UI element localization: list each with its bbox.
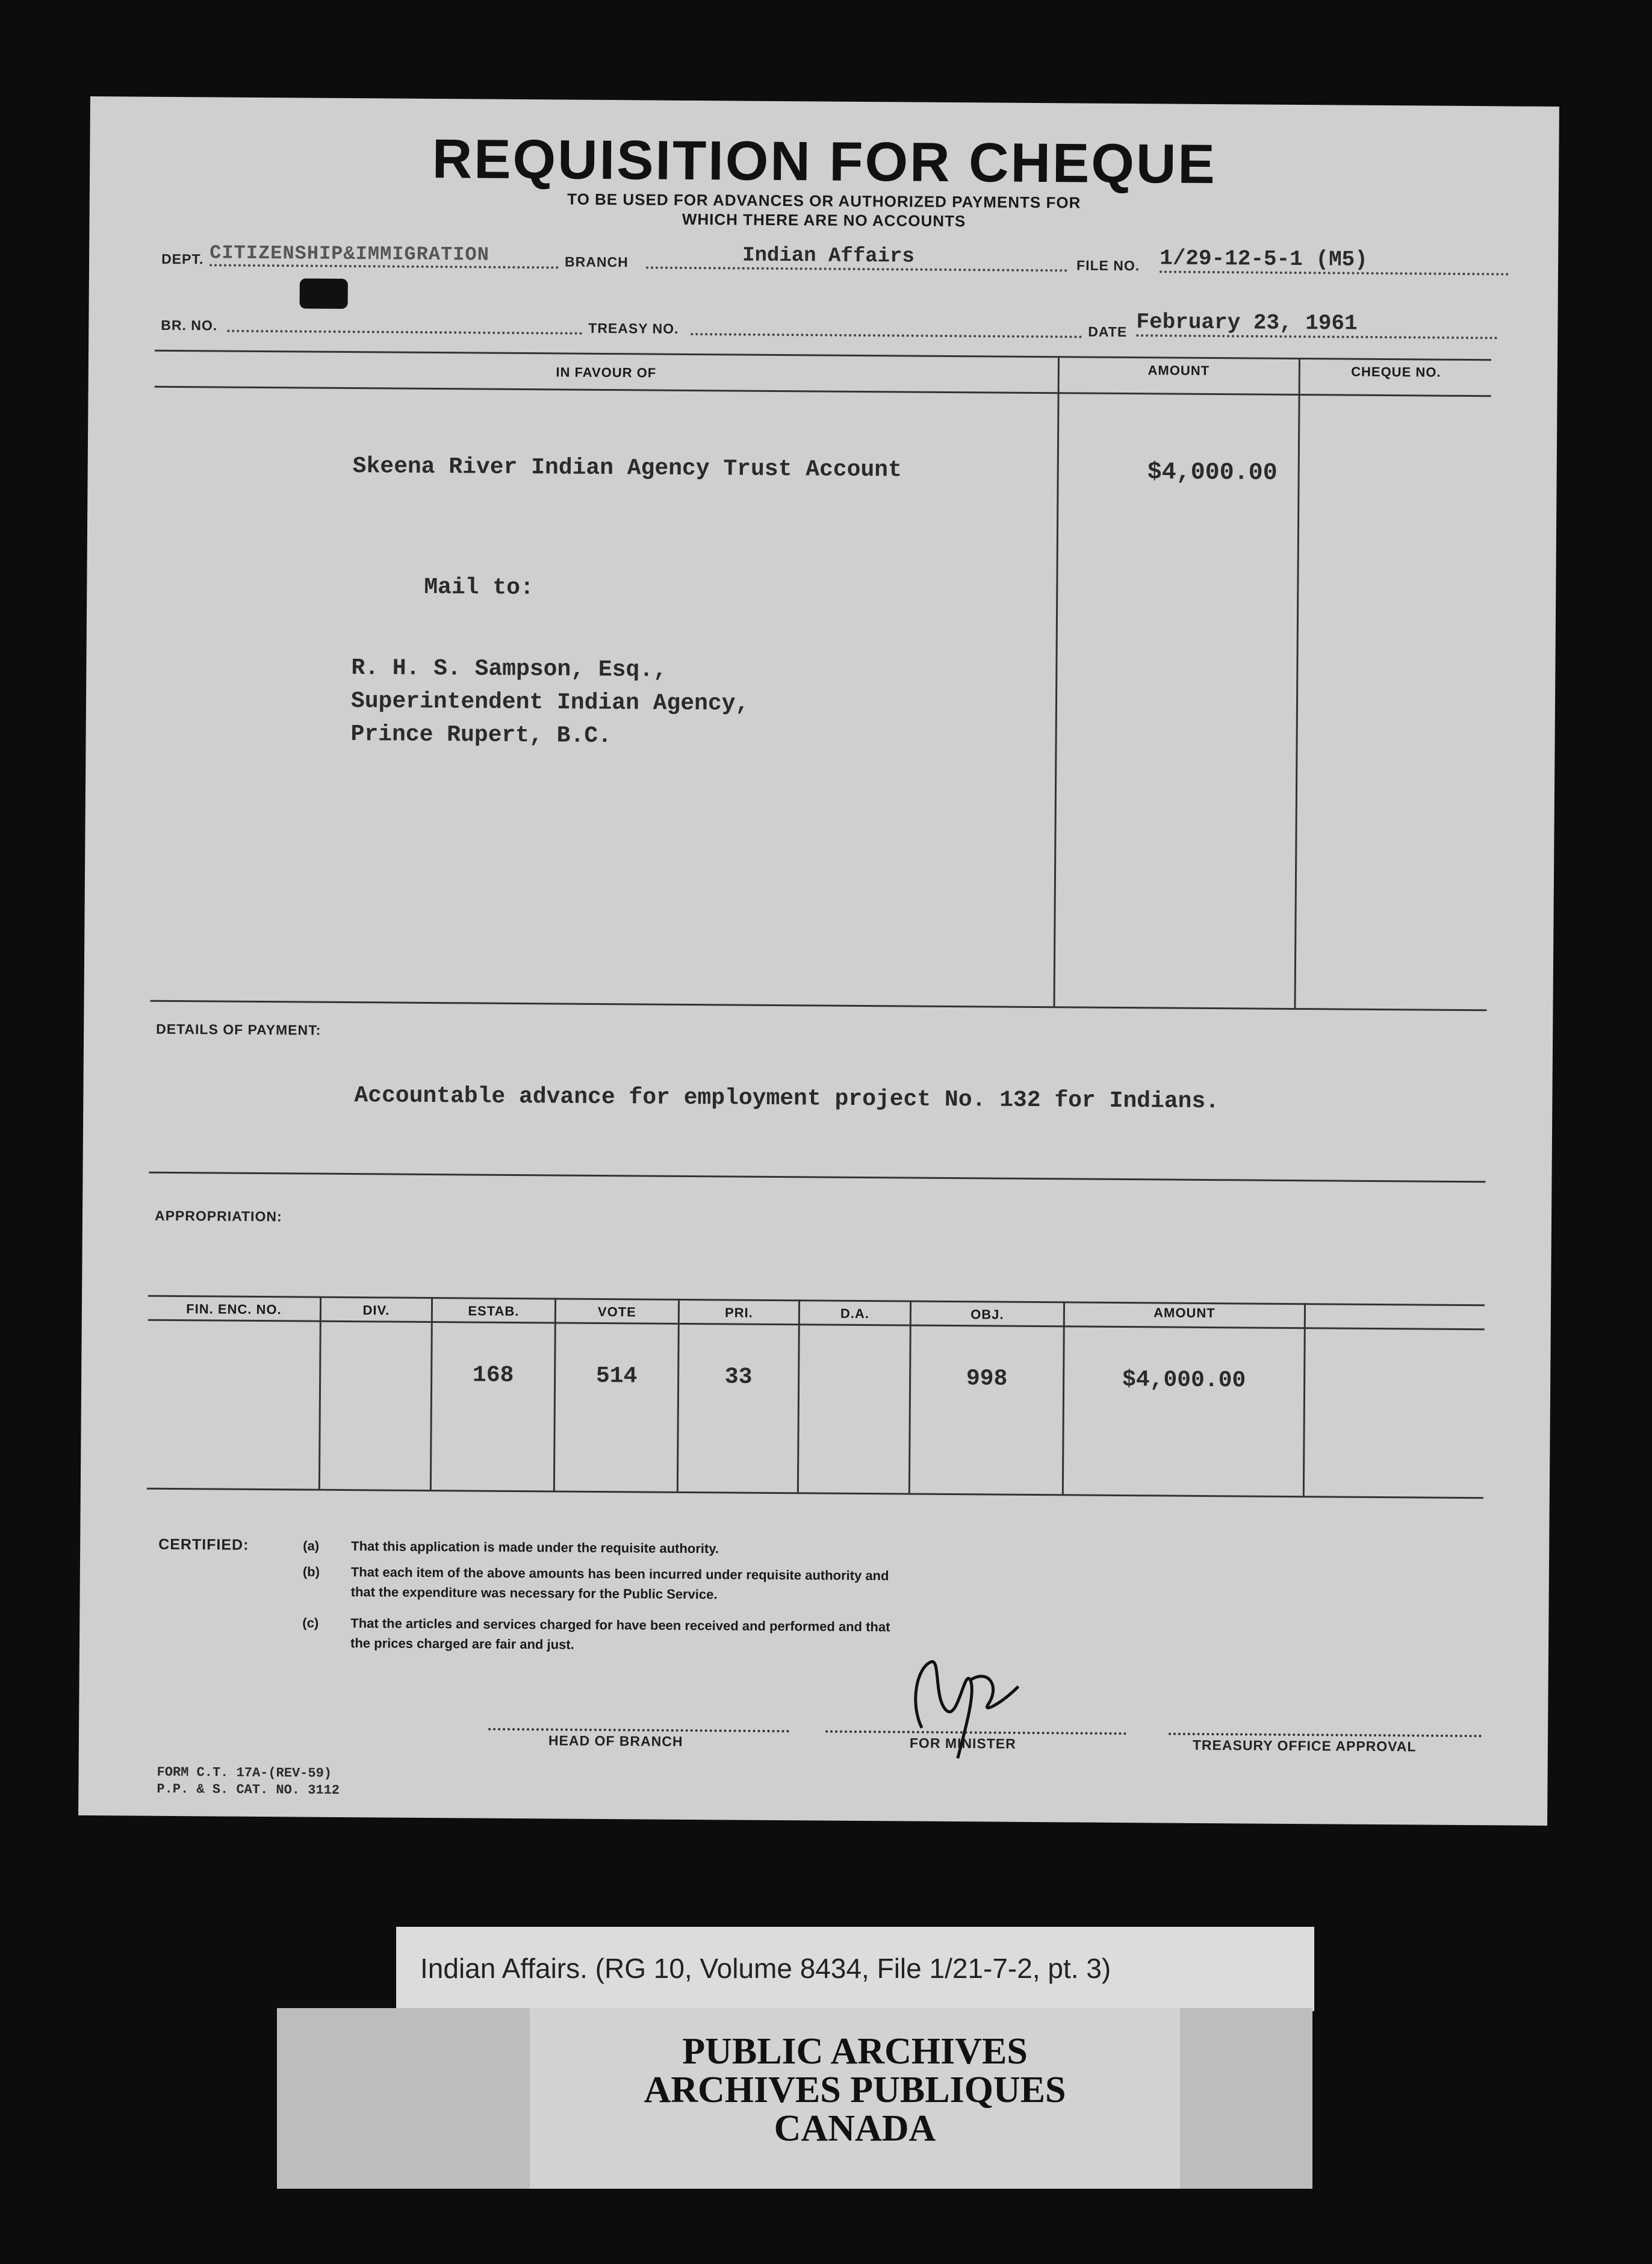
rule	[155, 350, 1491, 361]
date-label: DATE	[1088, 323, 1128, 340]
certified-label: CERTIFIED:	[158, 1535, 249, 1553]
treasy-no-label: TREASY NO.	[588, 320, 679, 337]
date-value: February 23, 1961	[1136, 309, 1497, 339]
stamp-line-3: CANADA	[774, 2108, 936, 2149]
vote-value: 514	[595, 1363, 638, 1390]
cert-b-text-2: that the expenditure was necessary for the Public Service.	[350, 1584, 718, 1602]
cheque-no-header: CHEQUE NO.	[1351, 364, 1441, 380]
details-value: Accountable advance for employment project No. 132 for Indians.	[354, 1083, 1220, 1115]
rule	[1303, 1303, 1306, 1496]
head-of-branch-line	[488, 1728, 789, 1732]
stamp-text	[530, 2032, 1180, 2148]
archive-caption: Indian Affairs. (RG 10, Volume 8434, File 1/21-7-2, pt. 3)	[420, 1953, 1111, 1984]
address-line-1: R. H. S. Sampson, Esq.,	[351, 655, 668, 683]
dept-label: DEPT.	[161, 250, 204, 267]
treasury-approval-label: TREASURY OFFICE APPROVAL	[1192, 1737, 1417, 1755]
form-title: REQUISITION FOR CHEQUE	[432, 128, 1217, 196]
rule	[908, 1301, 911, 1493]
pri-value: 33	[724, 1364, 753, 1390]
payee-amount: $4,000.00	[1147, 459, 1278, 487]
cert-a-text: That this application is made under the requisite authority.	[351, 1538, 719, 1556]
branch-label: BRANCH	[565, 253, 629, 270]
appropriation-label: APPROPRIATION:	[154, 1207, 282, 1225]
stamp-line-1: PUBLIC ARCHIVES	[682, 2031, 1028, 2072]
redaction-mark	[300, 278, 348, 309]
obj-value: 998	[966, 1366, 1008, 1392]
in-favour-of-header: IN FAVOUR OF	[556, 364, 657, 381]
cert-c-text-1: That the articles and services charged for have been received and performed and that	[350, 1616, 890, 1635]
file-no-value: 1/29-12-5-1 (M5)	[1160, 246, 1509, 275]
address-line-2: Superintendent Indian Agency,	[350, 688, 750, 717]
rule	[797, 1299, 800, 1492]
col-div: DIV.	[362, 1302, 390, 1318]
col-estab: ESTAB.	[468, 1303, 520, 1319]
br-no-label: BR. NO.	[161, 317, 218, 334]
treasury-line	[1169, 1733, 1482, 1738]
rule	[553, 1298, 556, 1490]
col-amount: AMOUNT	[1154, 1305, 1216, 1321]
rule	[1053, 356, 1060, 1006]
rule	[155, 386, 1491, 397]
requisition-form	[78, 96, 1559, 1826]
form-number: FORM C.T. 17A-(REV-59)	[157, 1764, 332, 1781]
details-label: DETAILS OF PAYMENT:	[156, 1021, 321, 1038]
amount-value: $4,000.00	[1122, 1367, 1246, 1394]
br-no-field	[227, 312, 582, 335]
col-obj: OBJ.	[970, 1307, 1004, 1322]
dept-value: CITIZENSHIP&IMMIGRATION	[210, 241, 559, 269]
form-subtitle-1: TO BE USED FOR ADVANCES OR AUTHORIZED PAYMENTS FOR	[567, 190, 1081, 212]
rule	[151, 1000, 1487, 1011]
archive-caption-strip	[396, 1927, 1314, 2011]
branch-value: Indian Affairs	[646, 243, 1067, 272]
address-line-3: Prince Rupert, B.C.	[350, 721, 612, 750]
payee-name: Skeena River Indian Agency Trust Account	[352, 453, 902, 484]
cert-a-letter: (a)	[303, 1538, 320, 1553]
archives-stamp	[277, 2008, 1312, 2189]
treasy-no-field	[691, 315, 1082, 338]
stamp-tab-left	[277, 2008, 530, 2189]
col-vote: VOTE	[597, 1304, 636, 1320]
cert-c-text-2: the prices charged are fair and just.	[350, 1635, 574, 1652]
amount-header: AMOUNT	[1147, 362, 1210, 378]
rule	[677, 1299, 680, 1491]
rule	[430, 1297, 433, 1490]
col-da: D.A.	[840, 1305, 870, 1322]
cert-c-letter: (c)	[302, 1615, 319, 1631]
cert-b-text-1: That each item of the above amounts has been incurred under requisite authority and	[350, 1564, 889, 1584]
col-fin-enc-no: FIN. ENC. NO.	[186, 1301, 282, 1317]
form-subtitle-2: WHICH THERE ARE NO ACCOUNTS	[682, 210, 966, 231]
catalogue-number: P.P. & S. CAT. NO. 3112	[157, 1781, 340, 1798]
rule	[1062, 1301, 1065, 1494]
stamp-tab-right	[1180, 2008, 1312, 2189]
col-pri: PRI.	[724, 1305, 753, 1320]
mail-to-label: Mail to:	[424, 574, 534, 602]
cert-b-letter: (b)	[302, 1564, 320, 1579]
rule	[318, 1296, 321, 1489]
head-of-branch-label: HEAD OF BRANCH	[548, 1732, 683, 1749]
rule	[1294, 358, 1300, 1008]
estab-value: 168	[472, 1362, 514, 1389]
for-minister-label: FOR MINISTER	[909, 1735, 1016, 1752]
stamp-line-2: ARCHIVES PUBLIQUES	[644, 2070, 1066, 2110]
rule	[149, 1172, 1486, 1183]
rule	[147, 1488, 1483, 1499]
file-no-label: FILE NO.	[1076, 257, 1140, 274]
